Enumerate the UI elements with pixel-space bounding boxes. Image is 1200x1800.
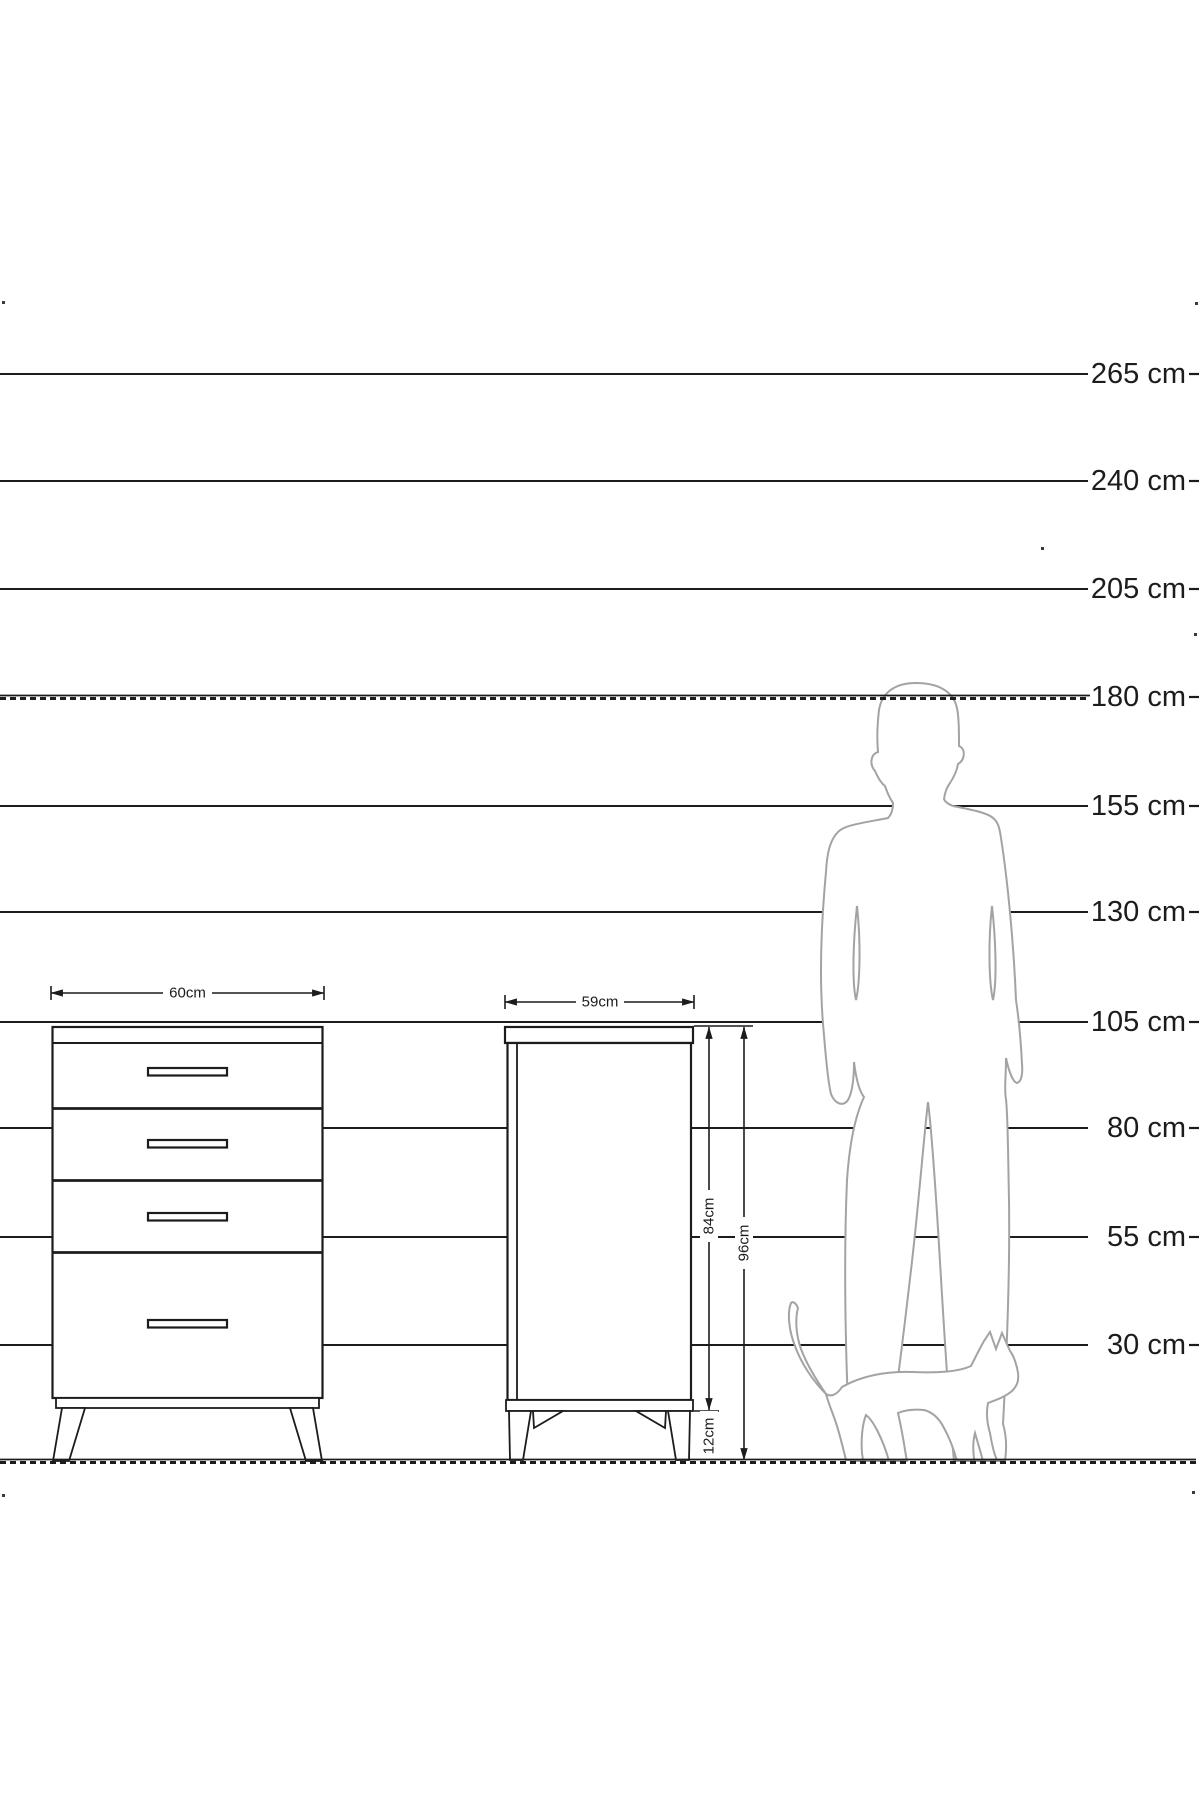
dim-cabinet-depth	[505, 993, 694, 1011]
scale-label-105: 105 cm	[1090, 1006, 1186, 1038]
ground-line	[0, 1460, 1196, 1463]
dresser-leg-right	[290, 1408, 322, 1461]
dim-dresser-width	[51, 984, 324, 1002]
corner-dot	[2, 301, 5, 304]
scale-line-180	[1091, 681, 1199, 713]
scale-label-205: 205 cm	[1090, 573, 1186, 605]
scale-label-55: 55 cm	[1107, 1221, 1186, 1253]
corner-dot	[1041, 547, 1044, 550]
scale-label-265: 265 cm	[1090, 358, 1186, 390]
drawer-handle-3	[148, 1213, 227, 1221]
dim-label-59cm: 59cm	[581, 993, 619, 1011]
cabinet-body	[508, 1043, 692, 1400]
scale-label-240: 240 cm	[1090, 465, 1186, 497]
scale-line-205	[0, 573, 1199, 605]
corner-dot	[1194, 633, 1197, 636]
scale-line-240	[0, 465, 1199, 497]
dim-label-60cm: 60cm	[169, 984, 206, 1002]
corner-dot	[1195, 302, 1198, 305]
dim-cabinet-leg-height	[700, 1411, 718, 1461]
drawer-handle-4	[148, 1320, 227, 1328]
dresser-front-view	[53, 1027, 323, 1461]
cabinet-bottom-panel	[506, 1400, 693, 1411]
cabinet-top-panel	[505, 1027, 693, 1043]
scale-line-130	[0, 896, 1199, 928]
scale-line-155	[0, 790, 1199, 822]
drawer-handle-2	[148, 1140, 227, 1148]
scale-label-155: 155 cm	[1090, 790, 1186, 822]
cabinet-leg-left-back	[533, 1411, 563, 1428]
scale-label-180: 180 cm	[1090, 681, 1186, 713]
drawer-handle-1	[148, 1068, 227, 1076]
dresser-leg-left	[53, 1408, 85, 1461]
dresser-bottom-panel	[56, 1398, 319, 1408]
dim-label-12cm: 12cm	[700, 1417, 718, 1455]
dim-label-84cm: 84cm	[700, 1197, 718, 1235]
cabinet-leg-right-back	[636, 1411, 666, 1428]
scale-line-265	[0, 358, 1199, 390]
cabinet-leg-right	[668, 1411, 690, 1460]
scale-label-30: 30 cm	[1107, 1329, 1186, 1361]
corner-dot	[1192, 1491, 1195, 1494]
cabinet-leg-left	[509, 1411, 531, 1460]
scale-label-80: 80 cm	[1107, 1112, 1186, 1144]
corner-dot	[2, 1494, 5, 1497]
dim-cabinet-total-height	[735, 1027, 753, 1460]
scale-label-130: 130 cm	[1090, 896, 1186, 928]
dim-label-96cm: 96cm	[735, 1224, 753, 1262]
cabinet-side-view	[505, 1027, 693, 1460]
